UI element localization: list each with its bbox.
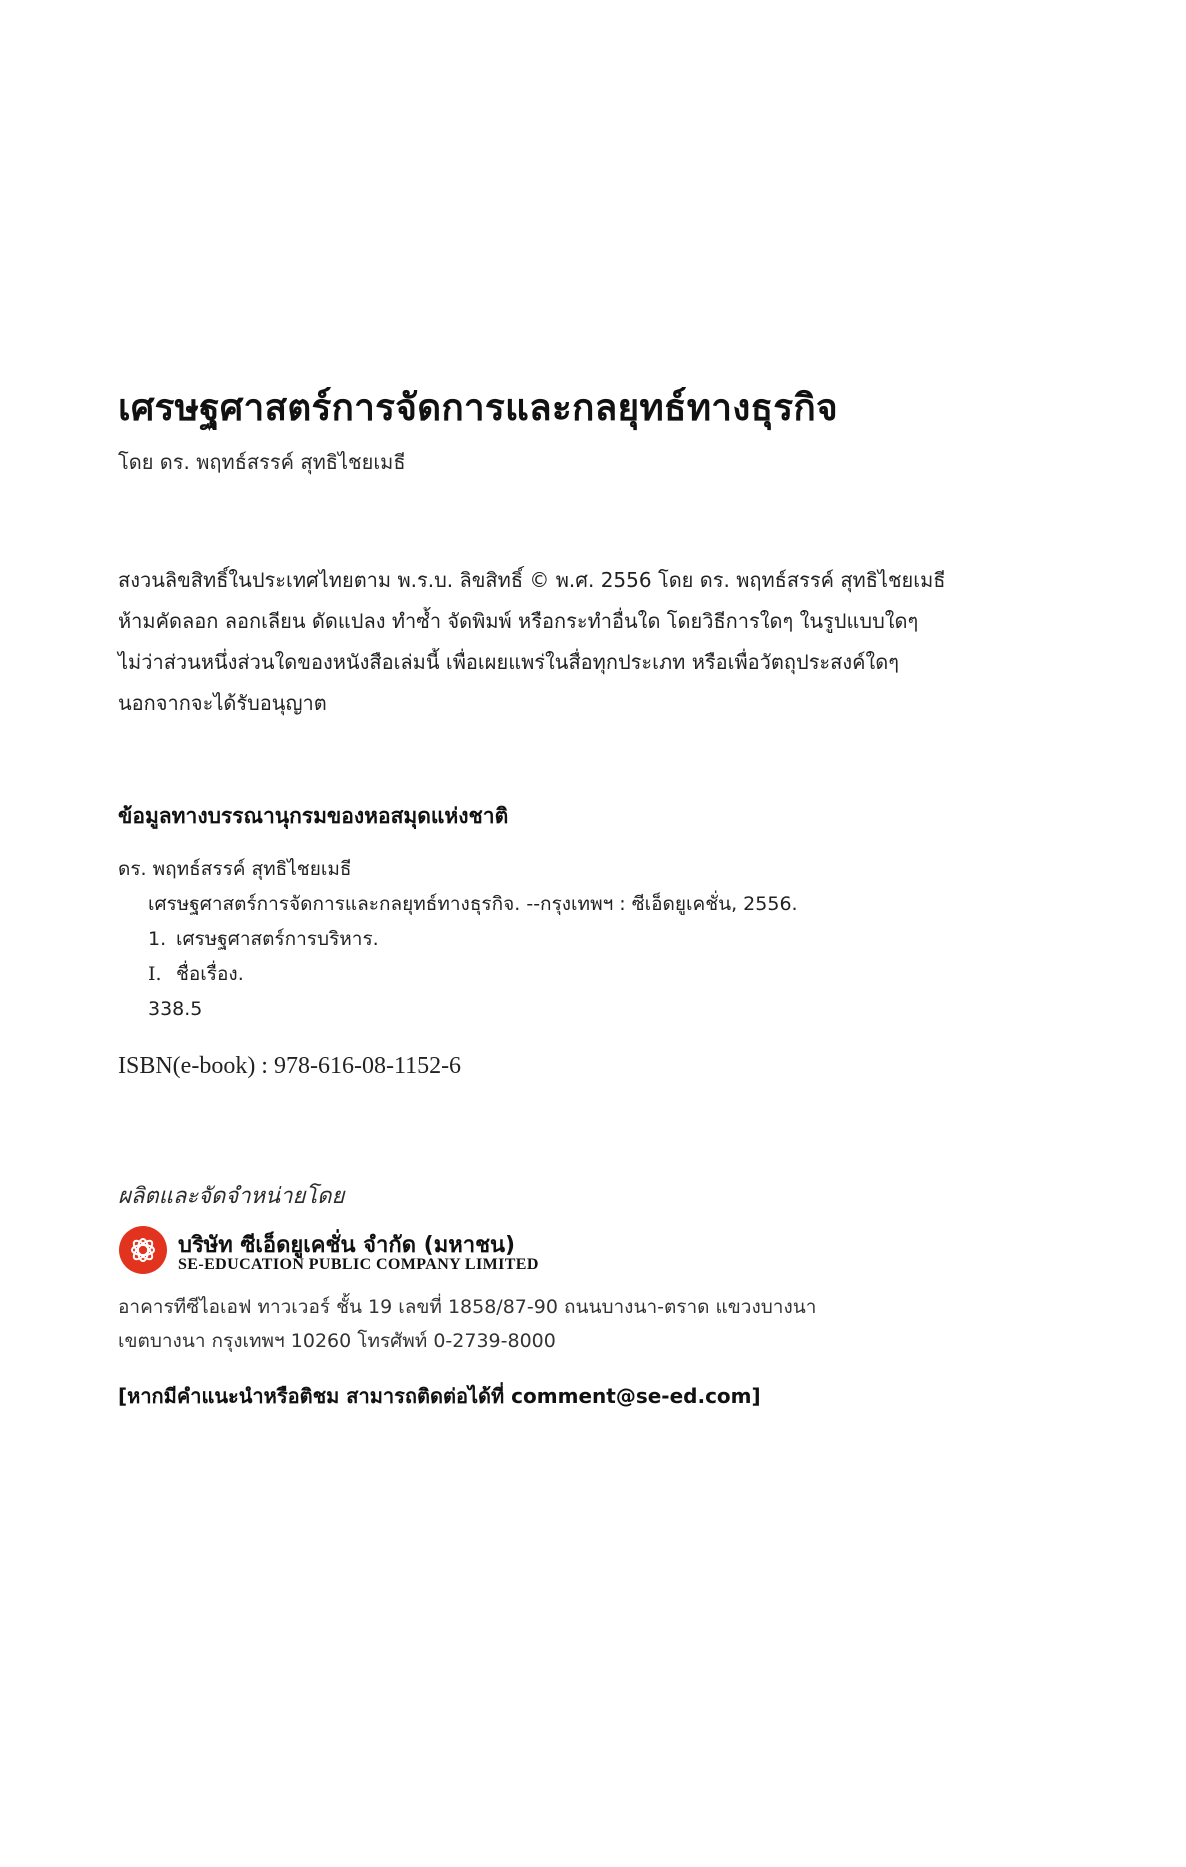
copyright-line: ไม่ว่าส่วนหนึ่งส่วนใดของหนังสือเล่มนี้ เพื่อเผยแพร่ในสื่อทุกประเภท หรือเพื่อวัตถุประสงค์ใดๆ [118, 650, 900, 674]
book-title: เศรษฐศาสตร์การจัดการและกลยุทธ์ทางธุรกิจ [118, 386, 838, 429]
cip-title-entry [118, 957, 798, 992]
cip-subject [118, 922, 798, 957]
publisher-address [118, 1290, 816, 1358]
copyright-line: สงวนลิขสิทธิ์ในประเทศไทยตาม พ.ร.บ. ลิขสิทธิ์ © พ.ศ. 2556 โดย ดร. พฤทธ์สรรค์ สุทธิไชยเมธี [118, 568, 946, 592]
cip-title-text: ชื่อเรื่อง. [176, 963, 244, 985]
cip-title-number: I. [148, 963, 162, 985]
cip-classification: 338.5 [148, 998, 203, 1020]
author-line: โดย ดร. พฤทธ์สรรค์ สุทธิไชยเมธี [118, 450, 406, 474]
distributor-label: ผลิตและจัดจำหน่ายโดย [118, 1184, 345, 1209]
address-line: อาคารทีซีไอเอฟ ทาวเวอร์ ชั้น 19 เลขที่ 1858/87-90 ถนนบางนา-ตราด แขวงบางนา [118, 1296, 817, 1318]
cip-entry: เศรษฐศาสตร์การจัดการและกลยุทธ์ทางธุรกิจ. --กรุงเทพฯ : ซีเอ็ดยูเคชั่น, 2556. [148, 893, 798, 915]
isbn: ISBN(e-book) : 978-616-08-1152-6 [118, 1053, 462, 1079]
company-name-thai: บริษัท ซีเอ็ดยูเคชั่น จำกัด (มหาชน) [178, 1233, 516, 1258]
se-ed-logo-icon [118, 1225, 168, 1275]
cip-author: ดร. พฤทธ์สรรค์ สุทธิไชยเมธี [118, 858, 352, 880]
cip-block [118, 852, 798, 1027]
feedback-contact: [หากมีคำแนะนำหรือติชม สามารถติดต่อได้ที่ comment@se-ed.com] [118, 1384, 761, 1408]
copyright-line: ห้ามคัดลอก ลอกเลียน ดัดแปลง ทำซ้ำ จัดพิมพ์ หรือกระทำอื่นใด โดยวิธีการใดๆ ในรูปแบบใดๆ [118, 609, 919, 633]
address-line: เขตบางนา กรุงเทพฯ 10260 โทรศัพท์ 0-2739-8000 [118, 1330, 556, 1352]
copyright-line: นอกจากจะได้รับอนุญาต [118, 691, 327, 715]
cip-subject-text: เศรษฐศาสตร์การบริหาร. [176, 928, 379, 950]
company-name-english: SE-EDUCATION PUBLIC COMPANY LIMITED [178, 1256, 539, 1273]
cip-heading: ข้อมูลทางบรรณานุกรมของหอสมุดแห่งชาติ [118, 803, 509, 828]
copyright-notice [118, 560, 1118, 724]
cip-subject-number: 1. [148, 928, 167, 950]
